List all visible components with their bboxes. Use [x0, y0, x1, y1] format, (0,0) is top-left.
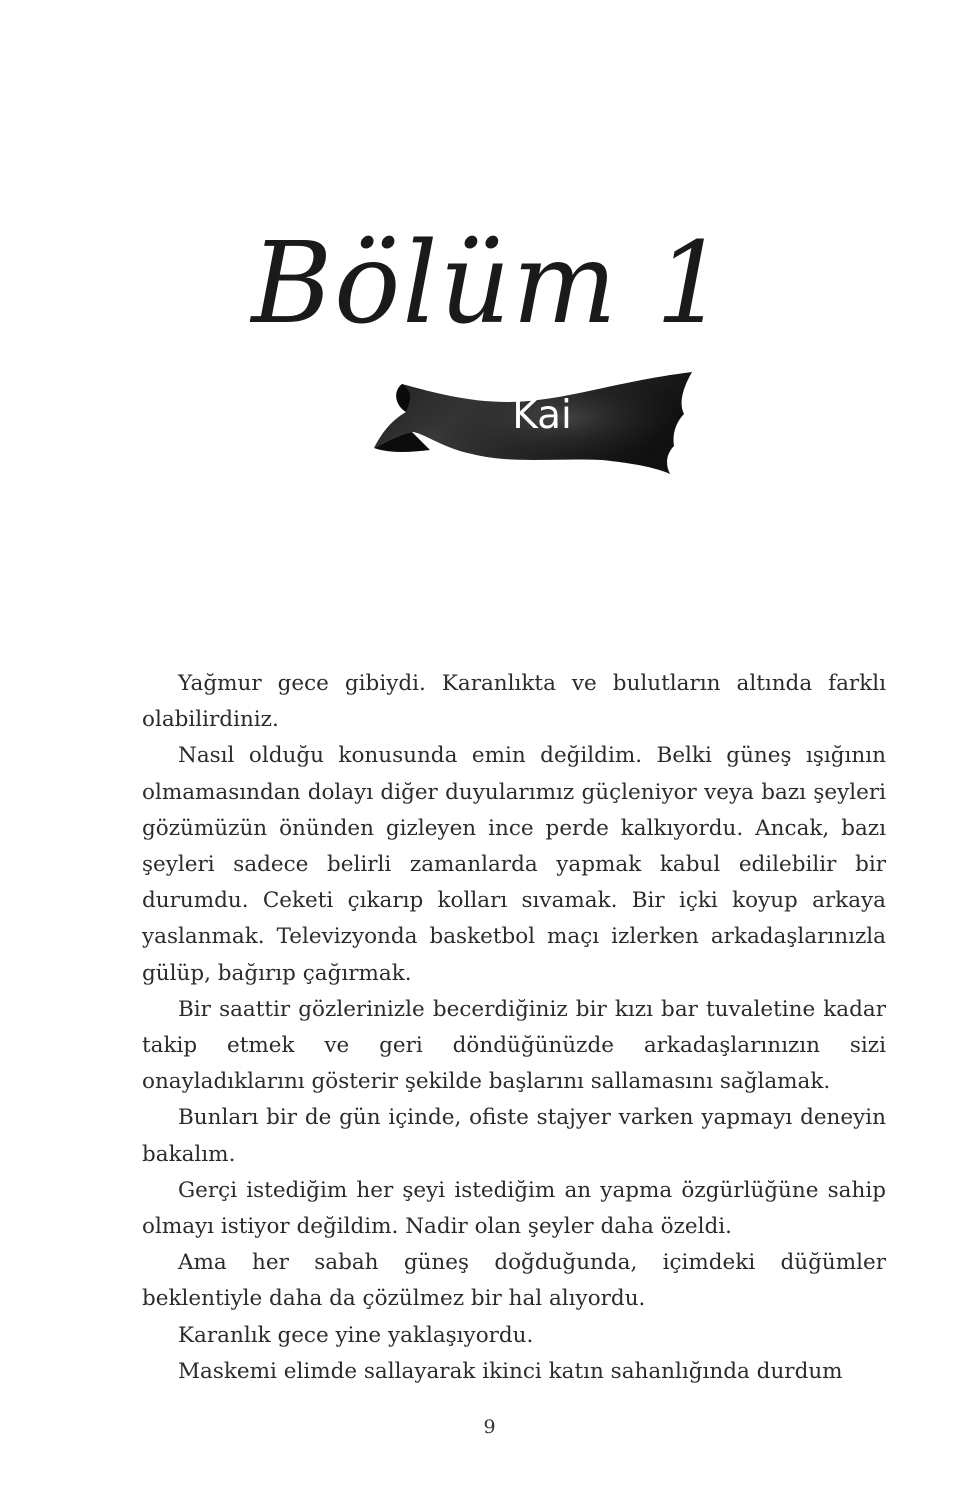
paragraph: Bir saattir gözlerinizle becerdiğiniz bir kızı bar tuvaletine kadar takip etmek ve geri döndüğünüzde arkadaşlarınızın sizi onayladıklarını gösterir şekilde başlarını sallamasını sağlamak. — [142, 996, 886, 1095]
paragraph: Bunları bir de gün içinde, ofiste stajyer varken yapmayı deneyin bakalım. — [142, 1105, 886, 1167]
paragraph: Gerçi istediğim her şeyi istediğim an yapma özgürlüğüne sahip olmayı istiyor değildim. Nadir olan şeyler daha özeldi. — [142, 1177, 886, 1240]
paragraph: Maskemi elimde sallayarak ikinci katın sahanlığında durdum — [178, 1358, 843, 1384]
chapter-body — [142, 666, 886, 1390]
paragraph: Karanlık gece yine yaklaşıyordu. — [178, 1322, 534, 1348]
page-number: 9 — [483, 1416, 496, 1438]
paragraph: Nasıl olduğu konusunda emin değildim. Belki güneş ışığının olmamasından dolayı diğer duyularımız güçleniyor veya bazı şeyleri gözümüzün önünden gizleyen ince perde kalkıyordu. Ancak, bazı şeyleri sadece belirli zamanlarda yapmak kabul edilebilir bir durumdu. Ceketi çıkarıp kolları sıvamak. Bir içki koyup arkaya yaslanmak. Televizyonda basketbol maçı izlerken arkadaşlarınızla gülüp, bağırıp çağırmak. — [142, 743, 886, 986]
paragraph: Yağmur gece gibiydi. Karanlıkta ve bulutların altında farklı olabilirdiniz. — [142, 671, 886, 733]
narrator-name: Kai — [512, 393, 572, 438]
paragraph: Ama her sabah güneş doğduğunda, içimdeki düğümler beklentiyle daha da çözülmez bir hal alıyordu. — [142, 1250, 886, 1312]
narrator-ribbon — [372, 362, 697, 480]
chapter-title: Bölüm 1 — [251, 217, 728, 349]
